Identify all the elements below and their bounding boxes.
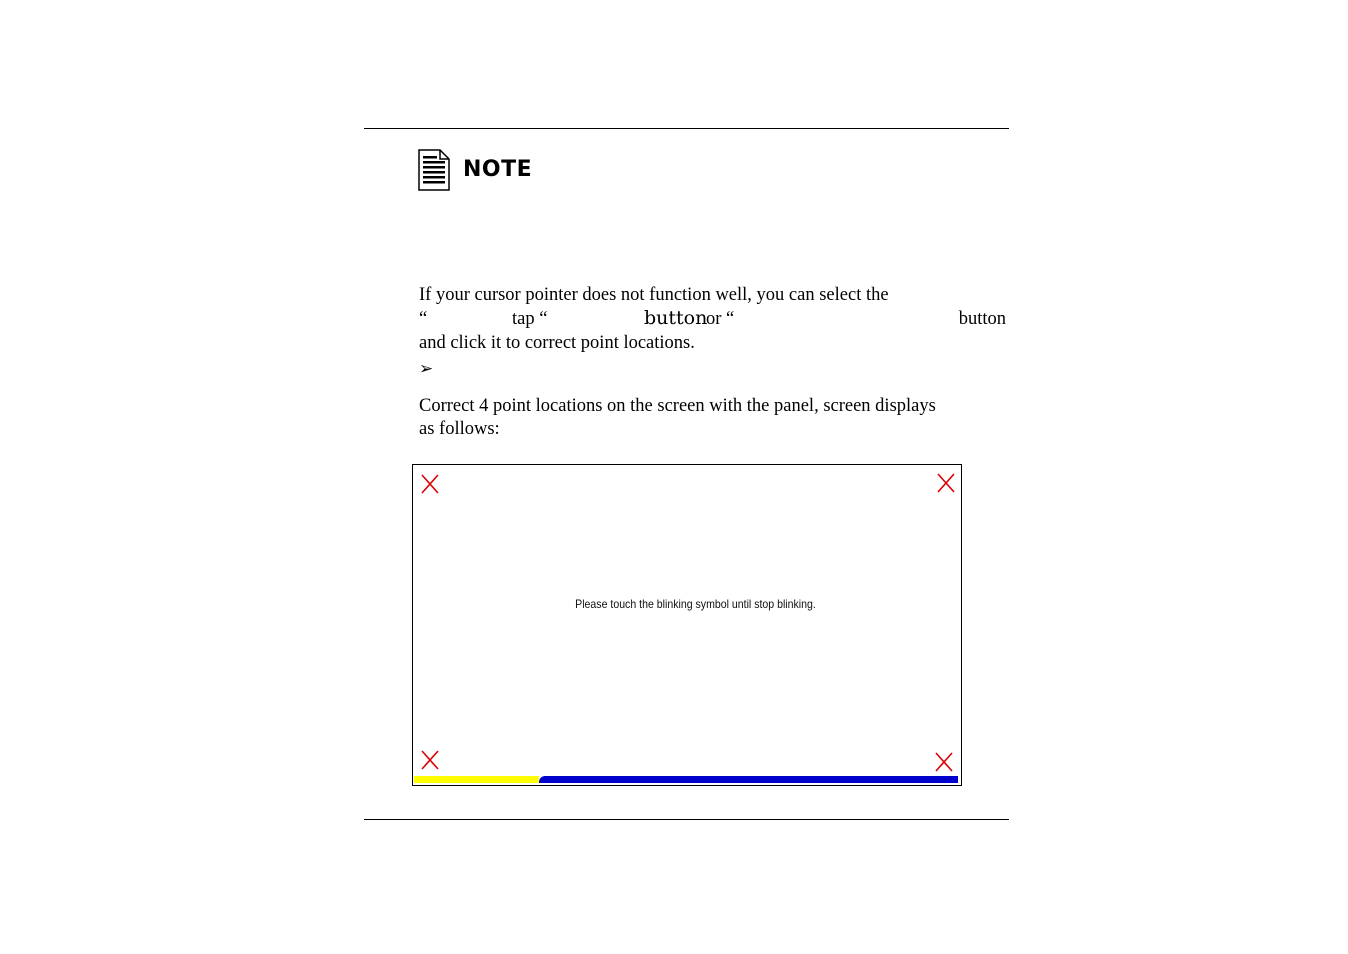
top-rule [364,128,1009,129]
bottom-rule [364,819,1009,820]
calibration-progress-bar [414,776,958,783]
calibration-screen [412,464,962,786]
button-word: button [644,307,708,329]
paragraph2-line1: Correct 4 point locations on the screen with the panel, screen displays [419,396,936,416]
paragraph1-line3: and click it to correct point locations. [419,333,695,353]
calibration-message: Please touch the blinking symbol until stop blinking. [575,597,816,611]
note-header [418,149,532,191]
paragraph1-line2 [419,308,1006,332]
or-text: or “ [706,309,735,329]
paragraph1-line1: If your cursor pointer does not function well, you can select the [419,285,889,305]
note-title: NOTE [463,156,533,182]
bullet-arrow-icon: ➢ [419,359,434,379]
paragraph2-line2: as follows: [419,419,500,439]
tap-text: tap “ [512,309,548,329]
calibration-cross-icon[interactable] [934,751,954,773]
document-icon [418,149,450,191]
open-quote: “ [419,309,428,329]
calibration-cross-icon[interactable] [420,473,440,495]
button-word-end: button [958,309,1006,329]
progress-done [414,776,539,783]
progress-remaining [539,776,958,783]
calibration-cross-icon[interactable] [936,472,956,494]
calibration-cross-icon[interactable] [420,749,440,771]
